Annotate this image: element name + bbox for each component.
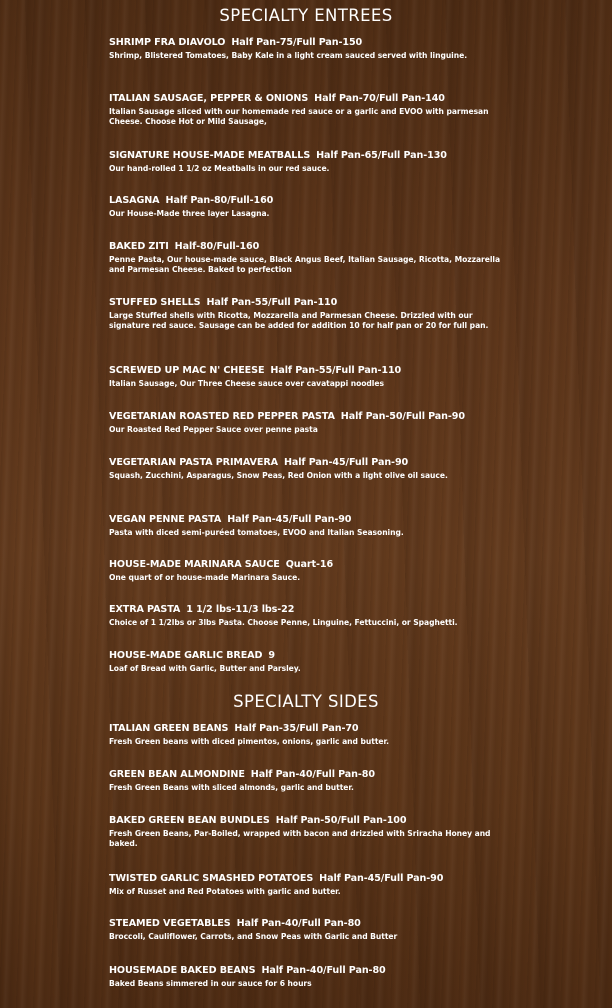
item-price: Half Pan-75/Full Pan-150 bbox=[231, 37, 363, 48]
item-name: VEGETARIAN PASTA PRIMAVERA bbox=[109, 457, 278, 468]
menu-item bbox=[109, 604, 509, 628]
item-price: 9 bbox=[268, 650, 275, 661]
menu-item bbox=[109, 150, 509, 174]
menu-item bbox=[109, 195, 509, 219]
menu-item bbox=[109, 93, 509, 126]
item-description: Our hand-rolled 1 1/2 oz Meatballs in our red sauce. bbox=[109, 164, 330, 173]
item-price: Half Pan-50/Full Pan-90 bbox=[340, 411, 465, 422]
item-name: HOUSE-MADE GARLIC BREAD bbox=[109, 650, 263, 661]
item-name: HOUSEMADE BAKED BEANS bbox=[109, 965, 256, 976]
item-name: GREEN BEAN ALMONDINE bbox=[109, 769, 245, 780]
item-name: VEGAN PENNE PASTA bbox=[109, 514, 222, 525]
item-price: Half Pan-45/Full Pan-90 bbox=[227, 514, 352, 525]
item-name: TWISTED GARLIC SMASHED POTATOES bbox=[109, 873, 314, 884]
item-description: Squash, Zucchini, Asparagus, Snow Peas, Red Onion with a light olive oil sauce. bbox=[109, 471, 448, 480]
item-price: Half-80/Full-160 bbox=[174, 241, 260, 252]
item-description: Fresh Green Beans, Par-Boiled, wrapped with bacon and drizzled with Sriracha Honey and baked. bbox=[109, 829, 491, 848]
item-description: Loaf of Bread with Garlic, Butter and Parsley. bbox=[109, 664, 301, 673]
item-description: Fresh Green Beans with sliced almonds, garlic and butter. bbox=[109, 783, 354, 792]
menu-item bbox=[109, 411, 509, 435]
menu-item bbox=[109, 650, 509, 674]
item-description: Mix of Russet and Red Potatoes with garlic and butter. bbox=[109, 887, 341, 896]
menu-item bbox=[109, 514, 509, 538]
item-name: SCREWED UP MAC N' CHEESE bbox=[109, 365, 265, 376]
item-name: ITALIAN GREEN BEANS bbox=[109, 723, 229, 734]
item-price: Quart-16 bbox=[285, 559, 334, 570]
menu-item bbox=[109, 815, 509, 848]
item-price: Half Pan-65/Full Pan-130 bbox=[316, 150, 447, 161]
menu-item bbox=[109, 297, 509, 330]
menu-item bbox=[109, 723, 509, 747]
item-description: Fresh Green beans with diced pimentos, onions, garlic and butter. bbox=[109, 737, 389, 746]
item-price: Half Pan-40/Full Pan-80 bbox=[236, 918, 361, 929]
item-price: Half Pan-40/Full Pan-80 bbox=[250, 769, 375, 780]
item-description: Large Stuffed shells with Ricotta, Mozzarella and Parmesan Cheese. Drizzled with our signature red sauce. Sausage can be added for addition 10 for half pan or 20 for full pan. bbox=[109, 311, 489, 330]
item-description: Broccoli, Cauliflower, Carrots, and Snow Peas with Garlic and Butter bbox=[109, 932, 398, 941]
item-price: 1 1/2 lbs-11/3 lbs-22 bbox=[186, 604, 295, 615]
item-name: BAKED GREEN BEAN BUNDLES bbox=[109, 815, 270, 826]
sides-title: SPECIALTY SIDES bbox=[233, 692, 379, 711]
item-name: STUFFED SHELLS bbox=[109, 297, 201, 308]
menu-item bbox=[109, 873, 509, 897]
item-description: Baked Beans simmered in our sauce for 6 hours bbox=[109, 979, 312, 988]
item-price: Half Pan-80/Full-160 bbox=[165, 195, 274, 206]
item-name: BAKED ZITI bbox=[109, 241, 169, 252]
menu-item bbox=[109, 241, 509, 274]
item-name: STEAMED VEGETABLES bbox=[109, 918, 231, 929]
item-description: Italian Sausage, Our Three Cheese sauce over cavatappi noodles bbox=[109, 379, 384, 388]
item-description: One quart of or house-made Marinara Sauce. bbox=[109, 573, 301, 582]
item-price: Half Pan-55/Full Pan-110 bbox=[270, 365, 402, 376]
entrees-title: SPECIALTY ENTREES bbox=[219, 6, 393, 25]
item-price: Half Pan-55/Full Pan-110 bbox=[206, 297, 338, 308]
item-name: VEGETARIAN ROASTED RED PEPPER PASTA bbox=[109, 411, 335, 422]
menu-item bbox=[109, 769, 509, 793]
menu-item bbox=[109, 457, 509, 481]
menu-item bbox=[109, 918, 509, 942]
item-description: Choice of 1 1/2lbs or 3lbs Pasta. Choose Penne, Linguine, Fettuccini, or Spaghetti. bbox=[109, 618, 458, 627]
item-description: Pasta with diced semi-puréed tomatoes, EVOO and Italian Seasoning. bbox=[109, 528, 404, 537]
menu-item bbox=[109, 559, 509, 583]
item-name: EXTRA PASTA bbox=[109, 604, 181, 615]
item-description: Italian Sausage sliced with our homemade red sauce or a garlic and EVOO with parmesan Cheese. Choose Hot or Mild Sausage, bbox=[109, 107, 489, 126]
item-price: Half Pan-45/Full Pan-90 bbox=[283, 457, 409, 468]
item-price: Half Pan-50/Full Pan-100 bbox=[275, 815, 407, 826]
item-name: ITALIAN SAUSAGE, PEPPER & ONIONS bbox=[109, 93, 309, 104]
item-price: Half Pan-70/Full Pan-140 bbox=[314, 93, 445, 104]
item-price: Half Pan-35/Full Pan-70 bbox=[234, 723, 359, 734]
menu-item bbox=[109, 37, 509, 61]
menu-item bbox=[109, 965, 509, 989]
item-description: Our Roasted Red Pepper Sauce over penne pasta bbox=[109, 425, 318, 434]
menu-item bbox=[109, 365, 509, 389]
item-name: HOUSE-MADE MARINARA SAUCE bbox=[109, 559, 280, 570]
item-price: Half Pan-40/Full Pan-80 bbox=[261, 965, 386, 976]
item-name: SIGNATURE HOUSE-MADE MEATBALLS bbox=[109, 150, 311, 161]
item-description: Our House-Made three layer Lasagna. bbox=[109, 209, 270, 218]
item-name: SHRIMP FRA DIAVOLO bbox=[109, 37, 226, 48]
item-description: Shrimp, Blistered Tomatoes, Baby Kale in a light cream sauced served with linguine. bbox=[109, 51, 468, 60]
item-name: LASAGNA bbox=[109, 195, 160, 206]
item-price: Half Pan-45/Full Pan-90 bbox=[319, 873, 444, 884]
item-description: Penne Pasta, Our house-made sauce, Black Angus Beef, Italian Sausage, Ricotta, Mozzarella and Parmesan Cheese. Baked to perfection bbox=[109, 255, 501, 274]
